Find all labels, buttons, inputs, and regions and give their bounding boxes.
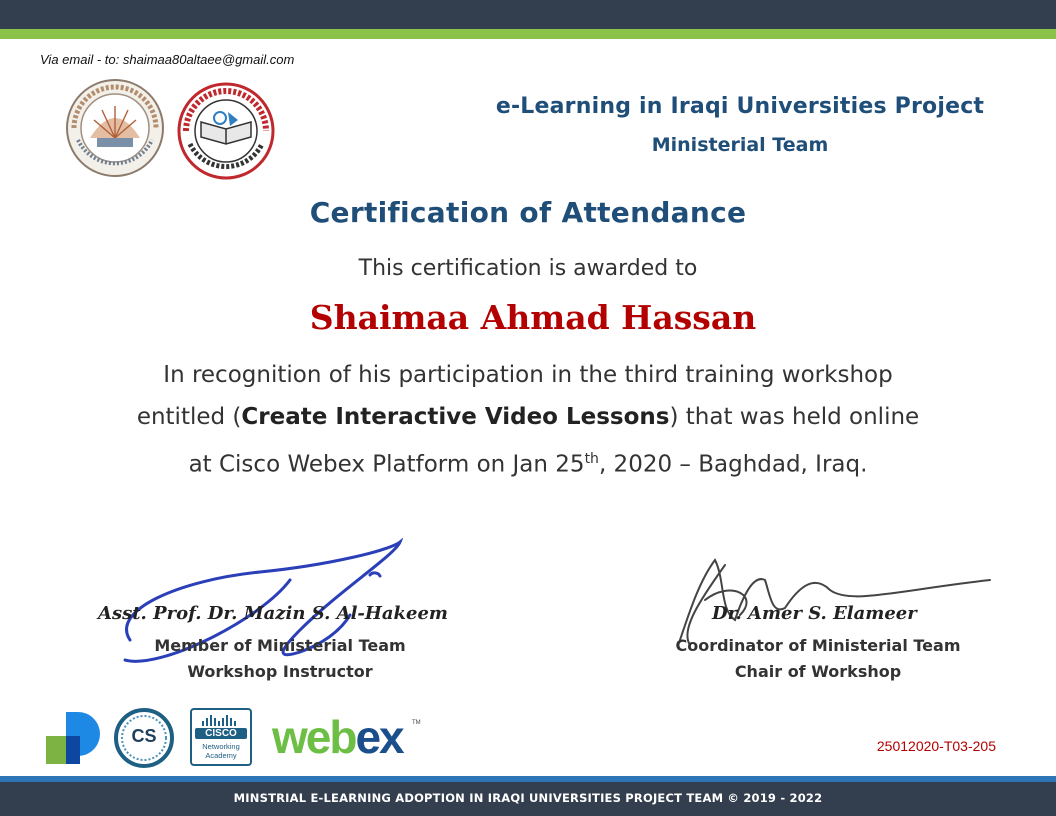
department-seal-icon: [176, 82, 276, 180]
webex-logo: [272, 712, 403, 762]
webex-trademark: TM: [412, 720, 421, 726]
left-signatory-role: Member of Ministerial Team: [154, 636, 406, 655]
ministry-seal-icon: [64, 78, 166, 178]
certificate-title: Certification of Attendance: [309, 196, 747, 229]
body-line-2-pre: entitled (: [136, 404, 242, 430]
awarded-line: This certification is awarded to: [358, 256, 698, 281]
d-shape-logo-icon: [44, 710, 102, 766]
body-line-3: [60, 438, 996, 486]
right-signatory-name: Dr. Amer S. Elameer: [712, 603, 917, 624]
webex-logo-web: web: [272, 711, 356, 763]
webex-logo-ex: ex: [355, 711, 403, 763]
body-line-1: In recognition of his participation in the third training workshop: [163, 362, 893, 388]
date-suffix: th: [584, 451, 599, 467]
top-accent-stripe: [0, 29, 1056, 39]
cs-logo: [114, 708, 174, 768]
body-line-3-post: , 2020 – Baghdad, Iraq.: [598, 451, 868, 478]
right-signatory-title: Chair of Workshop: [734, 662, 902, 681]
recipient-name: Shaimaa Ahmad Hassan: [309, 298, 757, 337]
footer-text: MINSTRIAL E-LEARNING ADOPTION IN IRAQI UNIVERSITIES PROJECT TEAM © 2019 - 2022: [233, 791, 823, 805]
cisco-academy-logo: [190, 708, 252, 766]
cisco-sub-line-2: Academy: [205, 751, 237, 760]
certificate-body: [60, 354, 996, 486]
workshop-title: Create Interactive Video Lessons: [241, 404, 670, 430]
top-header-bar: [0, 0, 1056, 29]
left-signatory-name: Asst. Prof. Dr. Mazin S. Al-Hakeem: [98, 603, 448, 624]
email-note: Via email - to: shaimaa80altaee@gmail.com: [40, 52, 295, 67]
cisco-subtitle: [192, 742, 250, 760]
left-signatory-title: Workshop Instructor: [187, 662, 373, 681]
right-signatory-role: Coordinator of Ministerial Team: [675, 636, 961, 655]
body-line-2-post: ) that was held online: [669, 404, 920, 430]
project-title: e-Learning in Iraqi Universities Project: [495, 94, 985, 119]
body-line-3-pre: at Cisco Webex Platform on Jan 25: [188, 451, 585, 478]
project-subtitle: Ministerial Team: [651, 134, 829, 156]
signatures-drawing: [0, 520, 1056, 680]
cisco-word: CISCO: [195, 728, 247, 739]
body-line-2: [60, 396, 996, 438]
cisco-sub-line-1: Networking: [202, 742, 240, 751]
cs-logo-text: CS: [131, 726, 157, 746]
cisco-bars-icon: [200, 714, 244, 728]
certificate-serial-number: 25012020-T03-205: [876, 738, 996, 754]
